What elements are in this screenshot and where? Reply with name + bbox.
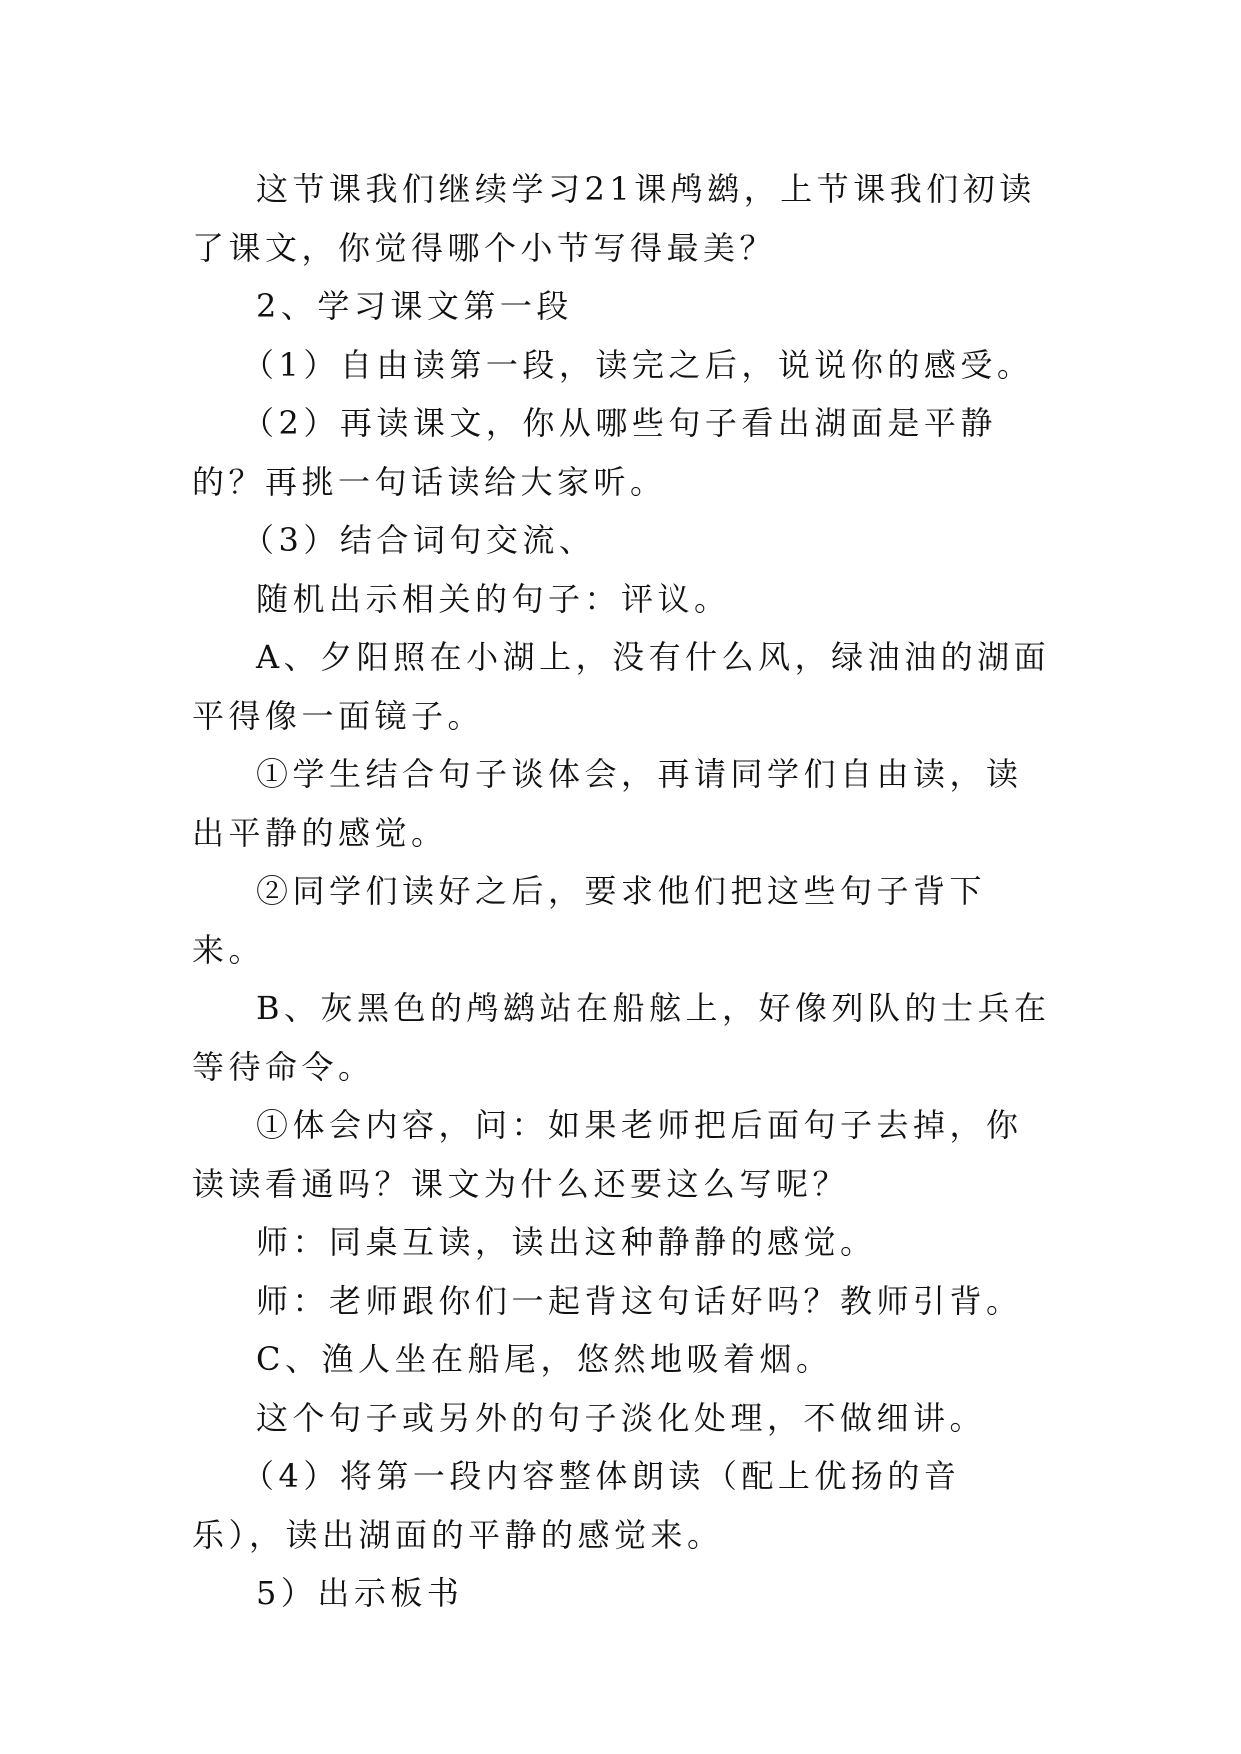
- paragraph: A、夕阳照在小湖上，没有什么风，绿油油的湖面平得像一面镜子。: [192, 638, 1051, 735]
- paragraph: ①学生结合句子谈体会，再请同学们自由读，读出平静的感觉。: [192, 755, 1023, 852]
- section-heading: 2、学习课文第一段: [256, 287, 573, 325]
- paragraph: （2）再读课文，你从哪些句子看出湖面是平静的？再挑一句话读给大家听。: [192, 404, 997, 501]
- paragraph: C、渔人坐在船尾，悠然地吸着烟。: [256, 1340, 833, 1378]
- paragraph: ②同学们读好之后，要求他们把这些句子背下来。: [192, 872, 987, 969]
- paragraph: 5）出示板书: [256, 1574, 464, 1612]
- paragraph: 这个句子或另外的句子淡化处理，不做细讲。: [256, 1398, 987, 1437]
- paragraph: （1）自由读第一段，读完之后，说说你的感受。: [242, 345, 1034, 384]
- paragraph: 这节课我们继续学习21课鸬鹚，上节课我们初读了课文，你觉得哪个小节写得最美？: [192, 170, 1036, 267]
- paragraph: 师：同桌互读，读出这种静静的感觉。: [256, 1223, 877, 1261]
- document-body: [192, 160, 1052, 1623]
- paragraph: （4）将第一段内容整体朗读（配上优扬的音乐），读出湖面的平静的感觉来。: [192, 1457, 961, 1554]
- paragraph: B、灰黑色的鸬鹚站在船舷上，好像列队的士兵在等待命令。: [192, 989, 1051, 1086]
- paragraph: （3）结合词句交流、: [242, 521, 596, 559]
- paragraph: ①体会内容，问：如果老师把后面句子去掉，你读读看通吗？课文为什么还要这么写呢？: [192, 1106, 1023, 1203]
- paragraph: 随机出示相关的句子：评议。: [256, 579, 731, 618]
- paragraph: 师：老师跟你们一起背这句话好吗？教师引背。: [256, 1281, 1023, 1320]
